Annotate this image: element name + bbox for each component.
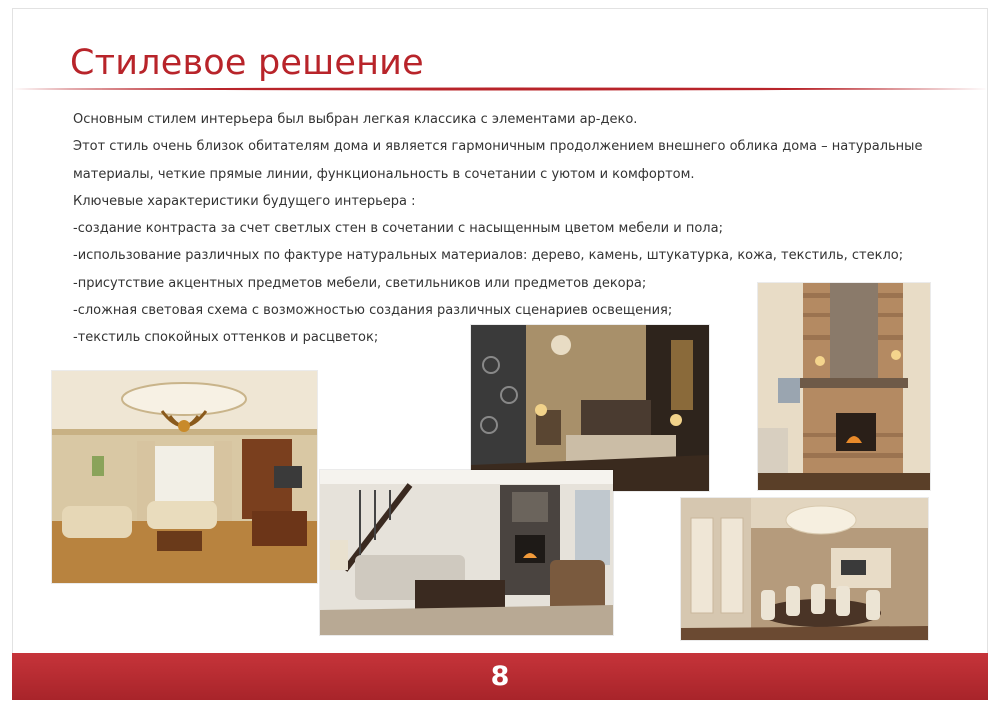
photo-living-room-staircase (320, 470, 613, 635)
photo-stone-fireplace (758, 283, 930, 490)
title-underline (12, 86, 988, 92)
slide-title: Стилевое решение (70, 43, 424, 83)
bullet-2: -использование различных по фактуре натуральных материалов: дерево, камень, штукатурка, кожа, текстиль, стекло; (73, 248, 904, 264)
photo-bedroom (471, 325, 709, 491)
bullet-3: -присутствие акцентных предметов мебели, светильников или предметов декора; (73, 275, 647, 291)
page-number: 8 (490, 661, 510, 692)
photo-living-room-classic (52, 371, 317, 583)
paragraph-3: материалы, четкие прямые линии, функциональность в сочетании с уютом и комфортом. (73, 166, 695, 182)
bullet-5: -текстиль спокойных оттенков и расцветок; (73, 330, 379, 346)
bullet-4: -сложная световая схема с возможностью создания различных сценариев освещения; (73, 303, 673, 319)
bullet-1: -создание контраста за счет светлых стен в сочетании с насыщенным цветом мебели и пола; (73, 221, 723, 237)
page-footer (12, 653, 988, 700)
paragraph-1: Основным стилем интерьера был выбран легкая классика с элементами ар-деко. (73, 112, 638, 127)
paragraph-2: Этот стиль очень близок обитателям дома и является гармоничным продолжением внешнего облика дома – натуральные (73, 139, 923, 155)
photo-dining-room (681, 498, 928, 640)
paragraph-4: Ключевые характеристики будущего интерьера : (73, 193, 416, 209)
